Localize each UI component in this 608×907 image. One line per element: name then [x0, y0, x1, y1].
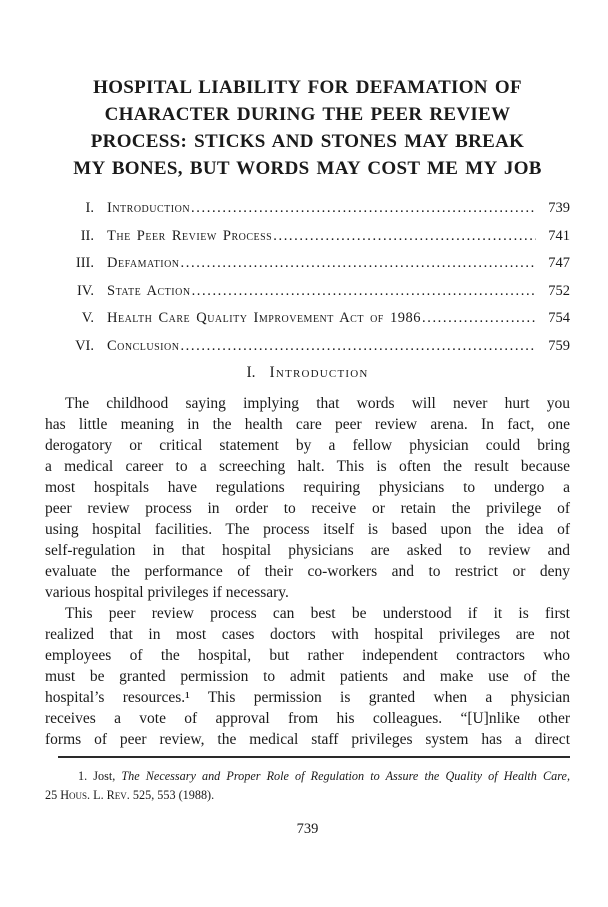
toc-entry — [45, 305, 570, 333]
text-line: This peer review process can best be understood if it is first — [65, 605, 570, 622]
footnote-text: 1. Jost, — [78, 769, 122, 783]
toc-entry — [45, 250, 570, 278]
toc-label: The Peer Review Process — [107, 227, 273, 244]
text-line: using hospital facilities. The process itself is based upon the idea of — [45, 521, 570, 538]
paragraph — [45, 603, 570, 750]
text-line: realized that in most cases doctors with hospital privileges are not — [45, 626, 570, 643]
section-heading — [45, 363, 570, 383]
text-line: evaluate the performance of their co-workers and to restrict or deny — [45, 563, 570, 580]
toc-dot-leader — [192, 278, 536, 306]
title-line: HOSPITAL LIABILITY FOR DEFAMATION OF — [93, 77, 522, 98]
toc-label: Health Care Quality Improvement Act of 1986 — [107, 310, 421, 326]
text-line: a medical career to a screeching halt. This is often the result because — [45, 458, 570, 475]
section-title: Introduction — [269, 364, 369, 381]
toc-numeral: V. — [81, 310, 94, 326]
toc-dot-leader — [191, 195, 536, 223]
text-line: derogatory or critical statement by a fellow physician could bring — [45, 437, 570, 454]
article-title — [45, 74, 570, 182]
footnote-text: Hous. L. Rev. — [60, 788, 130, 802]
toc-page-number: 754 — [548, 310, 570, 326]
toc-numeral: VI. — [75, 337, 94, 354]
section-numeral: I. — [246, 364, 256, 381]
toc-entry — [45, 278, 570, 306]
footnote-line — [45, 767, 570, 786]
text-line: has little meaning in the health care peer review arena. In fact, one — [45, 416, 570, 433]
toc-dot-leader — [180, 333, 536, 361]
footnote-divider — [58, 756, 570, 758]
text-line: most hospitals have regulations requiring physicians to undergo a — [45, 479, 570, 496]
text-line: receives a vote of approval from his colleagues. “[U]nlike other — [45, 710, 570, 727]
toc-page-number: 747 — [548, 255, 570, 271]
toc-label: Conclusion — [107, 337, 180, 354]
toc-numeral: II. — [80, 227, 94, 244]
text-line: self-regulation in that hospital physicians are asked to review and — [45, 542, 570, 559]
footnote — [45, 767, 570, 805]
toc-page-number: 739 — [548, 200, 570, 216]
text-line: peer review process in order to receive or retain the privilege of — [45, 500, 570, 517]
toc-dot-leader — [181, 250, 536, 278]
text-line: hospital’s resources.¹ This permission is granted when a physician — [45, 689, 570, 706]
text-line: employees of the hospital, but rather independent contractors who — [45, 647, 570, 664]
footnote-text: 25 — [45, 788, 61, 802]
table-of-contents — [45, 195, 570, 360]
text-line: must be granted permission to admit patients and make use of the — [45, 668, 570, 685]
toc-label: Introduction — [107, 200, 191, 216]
toc-page-number: 752 — [548, 282, 570, 299]
title-line: PROCESS: STICKS AND STONES MAY BREAK — [90, 131, 525, 152]
page-number: 739 — [296, 821, 319, 837]
title-line: CHARACTER DURING THE PEER REVIEW — [104, 104, 511, 125]
article-body — [45, 393, 570, 750]
toc-numeral: I. — [85, 200, 94, 216]
toc-entry — [45, 333, 570, 361]
toc-numeral: IV. — [76, 282, 94, 299]
toc-entry — [45, 195, 570, 223]
text-line: various hospital privileges if necessary. — [45, 584, 289, 601]
toc-dot-leader — [422, 305, 536, 333]
toc-label: State Action — [107, 282, 191, 299]
toc-entry — [45, 223, 570, 251]
toc-label: Defamation — [107, 255, 180, 271]
footnote-text: The Necessary and Proper Role of Regulation to Assure the Quality of Health Care, — [121, 769, 570, 783]
footnote-line — [45, 786, 570, 805]
toc-page-number: 759 — [548, 337, 570, 354]
toc-numeral: III. — [75, 255, 94, 271]
toc-page-number: 741 — [548, 227, 570, 244]
footnote-text: 525, 553 (1988). — [129, 788, 215, 802]
paragraph — [45, 393, 570, 603]
toc-dot-leader — [273, 223, 536, 251]
text-line: The childhood saying implying that words will never hurt you — [65, 395, 570, 412]
text-line: forms of peer review, the medical staff privileges system has a direct — [45, 731, 570, 748]
title-line: MY BONES, BUT WORDS MAY COST ME MY JOB — [73, 158, 542, 179]
